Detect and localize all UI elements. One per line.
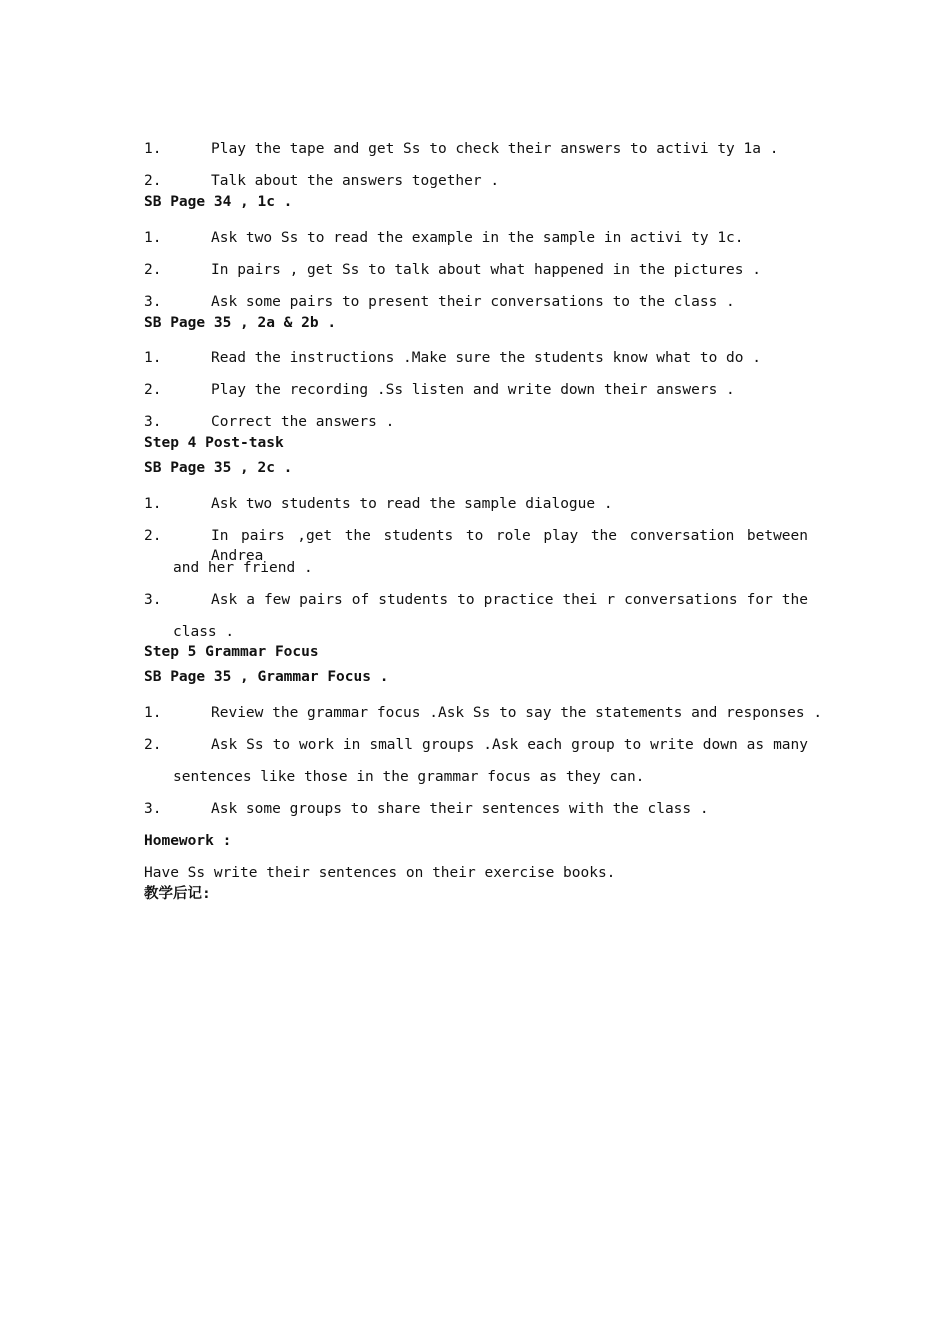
item-text-continued: sentences like those in the grammar focus as they can. [173, 769, 645, 785]
homework-label: Homework : [144, 833, 232, 849]
item-text-continued: class . [173, 624, 235, 640]
item-number: 2. [144, 528, 162, 544]
item-number: 3. [144, 294, 162, 310]
item-text: Ask two Ss to read the example in the sample in activi ty 1c. [211, 230, 744, 246]
item-text: In pairs ,get the students to role play the conversation between Andrea [211, 528, 808, 564]
step-heading: Step 5 Grammar Focus [144, 644, 319, 660]
item-text: Correct the answers . [211, 414, 395, 430]
item-text: Talk about the answers together . [211, 173, 500, 189]
item-text-continued: and her friend . [173, 560, 313, 576]
item-text: Ask some pairs to present their conversations to the class . [211, 294, 735, 310]
item-number: 1. [144, 496, 162, 512]
item-number: 3. [144, 592, 162, 608]
section-heading: SB Page 35 , 2c . [144, 460, 293, 476]
item-text: Review the grammar focus .Ask Ss to say the statements and responses . [211, 705, 823, 721]
section-heading: SB Page 35 , Grammar Focus . [144, 669, 389, 685]
item-text: Play the recording .Ss listen and write down their answers . [211, 382, 735, 398]
section-heading: SB Page 34 , 1c . [144, 194, 293, 210]
item-text: Ask two students to read the sample dialogue . [211, 496, 613, 512]
item-number: 2. [144, 262, 162, 278]
teaching-notes-label: 教学后记: [144, 886, 211, 902]
item-number: 2. [144, 382, 162, 398]
item-number: 1. [144, 350, 162, 366]
item-number: 3. [144, 801, 162, 817]
item-text: Ask a few pairs of students to practice thei r conversations for the [211, 592, 808, 608]
item-text: In pairs , get Ss to talk about what happened in the pictures . [211, 262, 761, 278]
item-text: Read the instructions .Make sure the students know what to do . [211, 350, 761, 366]
item-number: 2. [144, 737, 162, 753]
item-number: 1. [144, 141, 162, 157]
item-number: 3. [144, 414, 162, 430]
item-number: 1. [144, 705, 162, 721]
item-text: Play the tape and get Ss to check their answers to activi ty 1a . [211, 141, 779, 157]
item-text: Ask Ss to work in small groups .Ask each group to write down as many [211, 737, 808, 753]
step-heading: Step 4 Post-task [144, 435, 284, 451]
item-number: 2. [144, 173, 162, 189]
item-number: 1. [144, 230, 162, 246]
section-heading: SB Page 35 , 2a & 2b . [144, 315, 337, 331]
homework-text: Have Ss write their sentences on their exercise books. [144, 865, 616, 881]
item-text: Ask some groups to share their sentences with the class . [211, 801, 709, 817]
